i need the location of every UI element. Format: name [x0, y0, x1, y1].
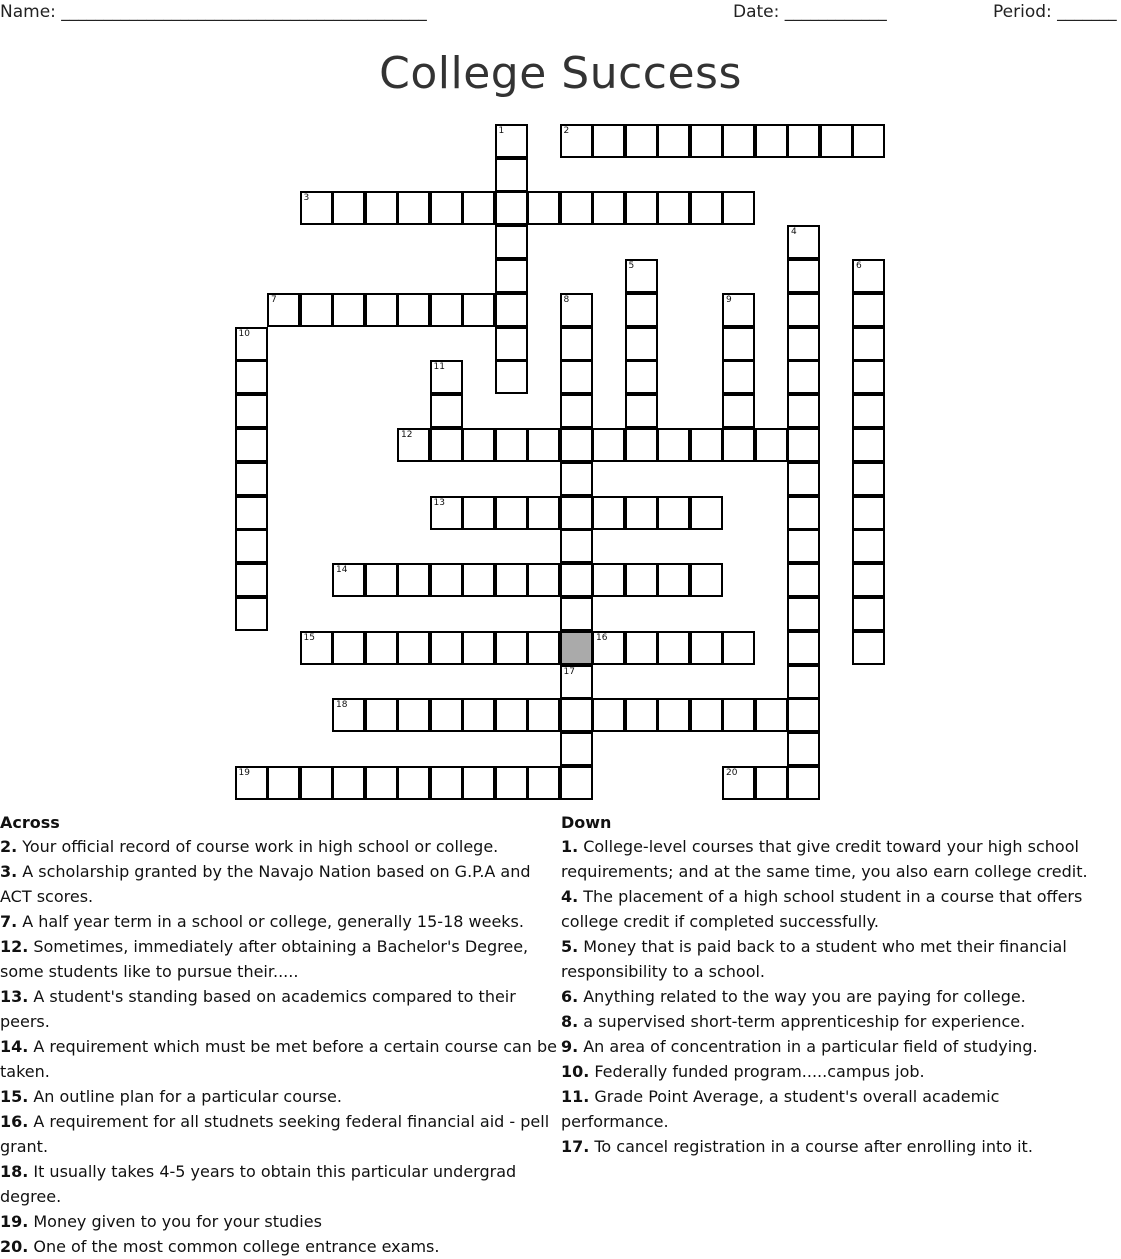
crossword-cell[interactable]	[592, 124, 625, 158]
crossword-cell[interactable]	[625, 259, 658, 293]
crossword-cell[interactable]	[430, 428, 463, 462]
crossword-cell[interactable]	[495, 496, 528, 530]
crossword-cell[interactable]	[625, 698, 658, 732]
crossword-cell[interactable]	[755, 428, 788, 462]
crossword-cell[interactable]	[430, 698, 463, 732]
crossword-cell[interactable]	[625, 428, 658, 462]
crossword-cell[interactable]	[560, 327, 593, 361]
crossword-cell[interactable]	[722, 327, 755, 361]
crossword-cell[interactable]	[852, 563, 885, 597]
crossword-cell[interactable]	[560, 191, 593, 225]
crossword-cell[interactable]	[690, 191, 723, 225]
clue-number: 7	[271, 294, 277, 305]
crossword-cell[interactable]	[560, 124, 593, 158]
crossword-cell[interactable]	[787, 496, 820, 530]
clue-number: 20	[726, 768, 738, 778]
crossword-cell[interactable]	[722, 191, 755, 225]
crossword-cell[interactable]	[235, 327, 268, 361]
crossword-cell[interactable]	[235, 563, 268, 597]
crossword-cell[interactable]	[527, 428, 560, 462]
crossword-cell[interactable]	[722, 360, 755, 394]
crossword-cell[interactable]	[235, 360, 268, 394]
crossword-cell[interactable]	[592, 631, 625, 665]
crossword-cell[interactable]	[560, 293, 593, 327]
clue-text: To cancel registration in a course after enrolling into it.	[594, 1137, 1033, 1156]
clue-number: 11	[433, 362, 445, 373]
crossword-cell[interactable]	[560, 665, 593, 699]
clue-number: 14.	[0, 1037, 29, 1056]
clue-number: 3	[303, 193, 310, 204]
crossword-cell[interactable]	[722, 124, 755, 158]
across-heading: Across	[0, 813, 60, 832]
crossword-cell[interactable]	[365, 631, 398, 665]
crossword-cell[interactable]	[787, 360, 820, 394]
crossword-cell[interactable]	[365, 293, 398, 327]
crossword-cell[interactable]	[527, 496, 560, 530]
clue-number: 3.	[0, 862, 18, 881]
crossword-cell[interactable]	[462, 631, 495, 665]
crossword-cell[interactable]	[300, 293, 333, 327]
crossword-cell[interactable]	[560, 563, 593, 597]
clue-number: 19.	[0, 1212, 29, 1231]
crossword-cell[interactable]	[462, 428, 495, 462]
clue-text: A requirement for all studnets seeking federal financial aid - pell grant.	[0, 1112, 550, 1156]
crossword-cell[interactable]	[332, 631, 365, 665]
crossword-cell[interactable]	[625, 394, 658, 428]
crossword-cell[interactable]	[690, 124, 723, 158]
crossword-cell[interactable]	[787, 665, 820, 699]
clue-number: 15.	[0, 1087, 29, 1106]
clue-number: 2	[563, 125, 570, 136]
clue-number: 8	[563, 294, 570, 305]
across-clue	[0, 1209, 560, 1234]
crossword-cell[interactable]	[300, 766, 333, 800]
clue-text: A half year term in a school or college, generally 15-18 weeks.	[22, 912, 524, 931]
clue-number: 9.	[561, 1037, 579, 1056]
clue-number: 15	[303, 632, 315, 643]
crossword-cell[interactable]	[690, 496, 723, 530]
crossword-cell[interactable]	[657, 191, 690, 225]
crossword-cell[interactable]	[787, 563, 820, 597]
down-clue	[561, 834, 1106, 884]
across-clue	[0, 934, 560, 984]
crossword-cell[interactable]	[495, 158, 528, 192]
clue-text: It usually takes 4-5 years to obtain this particular undergrad degree.	[0, 1162, 517, 1206]
crossword-cell[interactable]	[592, 191, 625, 225]
clue-text: Money given to you for your studies	[33, 1212, 322, 1231]
down-clue	[561, 1059, 1106, 1084]
crossword-cell[interactable]	[787, 293, 820, 327]
clue-number: 16.	[0, 1112, 29, 1131]
crossword-cell[interactable]	[430, 360, 463, 394]
crossword-cell[interactable]	[625, 563, 658, 597]
clue-number: 16	[596, 632, 608, 643]
clue-number: 4	[791, 227, 797, 238]
clue-text: An outline plan for a particular course.	[33, 1087, 342, 1106]
crossword-cell[interactable]	[527, 563, 560, 597]
crossword-cell[interactable]	[722, 428, 755, 462]
crossword-cell[interactable]	[300, 631, 333, 665]
down-clue-list	[561, 834, 1106, 1159]
crossword-cell[interactable]	[690, 698, 723, 732]
down-clue	[561, 1134, 1106, 1159]
crossword-cell[interactable]	[397, 428, 430, 462]
clue-number: 6.	[561, 987, 579, 1006]
across-clue	[0, 834, 560, 859]
down-heading: Down	[561, 813, 612, 832]
crossword-cell[interactable]	[332, 191, 365, 225]
crossword-cell[interactable]	[560, 360, 593, 394]
crossword-cell[interactable]	[852, 360, 885, 394]
crossword-cell[interactable]	[820, 124, 853, 158]
crossword-cell[interactable]	[852, 327, 885, 361]
clue-text: One of the most common college entrance exams.	[33, 1237, 440, 1256]
crossword-cell[interactable]	[690, 563, 723, 597]
across-clue	[0, 984, 560, 1034]
crossword-cell[interactable]	[852, 293, 885, 327]
crossword-cell[interactable]	[495, 360, 528, 394]
clue-text: Anything related to the way you are paying for college.	[583, 987, 1026, 1006]
crossword-cell[interactable]	[235, 496, 268, 530]
crossword-cell[interactable]	[787, 259, 820, 293]
crossword-cell[interactable]	[430, 766, 463, 800]
crossword-cell[interactable]	[787, 698, 820, 732]
crossword-cell[interactable]	[755, 698, 788, 732]
crossword-cell[interactable]	[560, 698, 593, 732]
clue-number: 6	[856, 261, 862, 271]
crossword-cell[interactable]	[560, 766, 593, 800]
clue-text: Grade Point Average, a student's overall academic performance.	[561, 1087, 1000, 1131]
clue-number: 7.	[0, 912, 18, 931]
crossword-cell[interactable]	[625, 293, 658, 327]
clue-number: 11.	[561, 1087, 590, 1106]
crossword-cell[interactable]	[430, 631, 463, 665]
crossword-cell[interactable]	[722, 766, 755, 800]
crossword-cell[interactable]	[657, 631, 690, 665]
crossword-cell[interactable]	[787, 631, 820, 665]
crossword-cell[interactable]	[625, 327, 658, 361]
crossword-cell[interactable]	[560, 529, 593, 563]
across-clue	[0, 909, 560, 934]
crossword-cell[interactable]	[657, 428, 690, 462]
across-clue	[0, 859, 560, 909]
clue-text: Money that is paid back to a student who met their financial responsibility to a school.	[561, 937, 1067, 981]
name-field[interactable]: Name: ___________________________________________	[0, 2, 427, 22]
clue-number: 8.	[561, 1012, 579, 1031]
crossword-cell[interactable]	[625, 360, 658, 394]
crossword-cell[interactable]	[787, 529, 820, 563]
clue-number: 1	[498, 125, 505, 136]
down-clue	[561, 1034, 1106, 1059]
clue-number: 5.	[561, 937, 579, 956]
clue-number: 12	[401, 430, 413, 440]
crossword-cell[interactable]	[657, 496, 690, 530]
across-clue	[0, 1084, 560, 1109]
crossword-cell[interactable]	[852, 631, 885, 665]
crossword-cell[interactable]	[430, 563, 463, 597]
crossword-cell[interactable]	[852, 428, 885, 462]
crossword-cell[interactable]	[755, 766, 788, 800]
clue-text: College-level courses that give credit toward your high school requirements; and at the same time, you also earn college credit.	[561, 837, 1088, 881]
crossword-cell[interactable]	[462, 698, 495, 732]
crossword-cell[interactable]	[462, 191, 495, 225]
crossword-cell[interactable]	[560, 428, 593, 462]
crossword-cell[interactable]	[462, 563, 495, 597]
clue-number: 2.	[0, 837, 18, 856]
crossword-cell[interactable]	[300, 191, 333, 225]
crossword-cell[interactable]	[657, 124, 690, 158]
crossword-cell[interactable]	[495, 124, 528, 158]
crossword-cell[interactable]	[462, 766, 495, 800]
clue-number: 13.	[0, 987, 29, 1006]
crossword-cell[interactable]	[787, 225, 820, 259]
crossword-cell[interactable]	[657, 563, 690, 597]
crossword-cell[interactable]	[332, 698, 365, 732]
across-clue	[0, 1234, 560, 1259]
across-clue	[0, 1034, 560, 1084]
crossword-cell[interactable]	[495, 563, 528, 597]
clue-number: 19	[238, 768, 250, 778]
clue-text: a supervised short-term apprenticeship for experience.	[583, 1012, 1026, 1031]
crossword-cell[interactable]	[787, 124, 820, 158]
crossword-cell[interactable]	[495, 259, 528, 293]
clue-number: 17.	[561, 1137, 590, 1156]
crossword-cell[interactable]	[852, 529, 885, 563]
crossword-cell[interactable]	[787, 732, 820, 766]
clue-number: 10.	[561, 1062, 590, 1081]
crossword-cell[interactable]	[495, 225, 528, 259]
crossword-cell[interactable]	[430, 394, 463, 428]
crossword-cell[interactable]	[852, 462, 885, 496]
crossword-cell[interactable]	[430, 496, 463, 530]
crossword-cell[interactable]	[332, 766, 365, 800]
crossword-cell[interactable]	[852, 597, 885, 631]
crossword-cell[interactable]	[560, 732, 593, 766]
crossword-cell[interactable]	[397, 293, 430, 327]
crossword-cell[interactable]	[852, 259, 885, 293]
clue-text: An area of concentration in a particular field of studying.	[583, 1037, 1038, 1056]
crossword-cell[interactable]	[397, 631, 430, 665]
clue-number: 1.	[561, 837, 579, 856]
crossword-cell[interactable]	[235, 766, 268, 800]
down-clue	[561, 1084, 1106, 1134]
down-clue	[561, 884, 1106, 934]
crossword-cell[interactable]	[560, 394, 593, 428]
crossword-cell[interactable]	[787, 597, 820, 631]
clue-number: 18.	[0, 1162, 29, 1181]
crossword-cell[interactable]	[495, 191, 528, 225]
crossword-cell[interactable]	[462, 496, 495, 530]
crossword-cell[interactable]	[722, 293, 755, 327]
crossword-cell[interactable]	[690, 631, 723, 665]
crossword-cell[interactable]	[365, 766, 398, 800]
clue-number: 18	[336, 700, 348, 711]
crossword-cell[interactable]	[495, 428, 528, 462]
crossword-cell[interactable]	[332, 293, 365, 327]
crossword-cell[interactable]	[560, 496, 593, 530]
clue-number: 17	[563, 666, 575, 677]
crossword-cell[interactable]	[592, 496, 625, 530]
crossword-cell[interactable]	[495, 293, 528, 327]
clue-text: Your official record of course work in high school or college.	[22, 837, 499, 856]
clue-number: 5	[628, 261, 635, 271]
clue-text: A student's standing based on academics compared to their peers.	[0, 987, 516, 1031]
crossword-cell[interactable]	[527, 766, 560, 800]
clue-number: 10	[238, 328, 250, 339]
clue-number: 13	[433, 497, 445, 508]
crossword-cell[interactable]	[787, 428, 820, 462]
crossword-cell[interactable]	[397, 563, 430, 597]
page-title: College Success	[379, 48, 742, 99]
crossword-cell[interactable]	[722, 394, 755, 428]
crossword-cell[interactable]	[235, 428, 268, 462]
crossword-cell[interactable]	[625, 191, 658, 225]
clue-number: 14	[336, 565, 348, 576]
crossword-cell[interactable]	[592, 563, 625, 597]
crossword-cell[interactable]	[267, 766, 300, 800]
crossword-cell[interactable]	[625, 124, 658, 158]
crossword-cell[interactable]	[235, 597, 268, 631]
crossword-cell[interactable]	[235, 529, 268, 563]
across-clue	[0, 1159, 560, 1209]
crossword-cell[interactable]	[430, 191, 463, 225]
clue-number: 9	[726, 294, 732, 305]
crossword-cell[interactable]	[430, 293, 463, 327]
crossword-cell[interactable]	[527, 698, 560, 732]
crossword-cell[interactable]	[852, 496, 885, 530]
crossword-cell[interactable]	[592, 698, 625, 732]
crossword-cell[interactable]	[235, 462, 268, 496]
crossword-cell[interactable]	[495, 698, 528, 732]
crossword-cell[interactable]	[722, 631, 755, 665]
crossword-cell[interactable]	[787, 462, 820, 496]
crossword-cell[interactable]	[332, 563, 365, 597]
crossword-cell[interactable]	[267, 293, 300, 327]
crossword-cell[interactable]	[397, 191, 430, 225]
clue-number: 4.	[561, 887, 579, 906]
across-clues	[0, 812, 560, 1259]
crossword-cell[interactable]	[852, 394, 885, 428]
crossword-cell[interactable]	[495, 631, 528, 665]
clue-number: 20.	[0, 1237, 29, 1256]
clue-text: A scholarship granted by the Navajo Nation based on G.P.A and ACT scores.	[0, 862, 531, 906]
crossword-cell[interactable]	[397, 766, 430, 800]
crossword-cell[interactable]	[365, 563, 398, 597]
crossword-cell[interactable]	[592, 428, 625, 462]
crossword-cell[interactable]	[235, 394, 268, 428]
down-clue	[561, 1009, 1106, 1034]
clue-number: 12.	[0, 937, 29, 956]
clue-text: Federally funded program.....campus job.	[594, 1062, 925, 1081]
crossword-cell[interactable]	[625, 496, 658, 530]
crossword-cell[interactable]	[690, 428, 723, 462]
crossword-cell[interactable]	[657, 698, 690, 732]
crossword-cell[interactable]	[462, 293, 495, 327]
shaded-cell	[560, 631, 593, 665]
crossword-cell[interactable]	[365, 698, 398, 732]
down-clue	[561, 984, 1106, 1009]
crossword-cell[interactable]	[495, 327, 528, 361]
crossword-cell[interactable]	[787, 394, 820, 428]
across-clue-list	[0, 834, 560, 1259]
crossword-cell[interactable]	[560, 597, 593, 631]
crossword-cell[interactable]	[527, 631, 560, 665]
crossword-cell[interactable]	[722, 698, 755, 732]
crossword-cell[interactable]	[787, 766, 820, 800]
crossword-cell[interactable]	[397, 698, 430, 732]
crossword-cell[interactable]	[625, 631, 658, 665]
period-field[interactable]: Period: _______	[993, 2, 1117, 22]
crossword-cell[interactable]	[852, 124, 885, 158]
crossword-cell[interactable]	[755, 124, 788, 158]
crossword-cell[interactable]	[560, 462, 593, 496]
date-field[interactable]: Date: ____________	[733, 2, 887, 22]
clue-text: Sometimes, immediately after obtaining a Bachelor's Degree, some students like to pursue their.....	[0, 937, 529, 981]
crossword-cell[interactable]	[365, 191, 398, 225]
crossword-cell[interactable]	[527, 191, 560, 225]
crossword-cell[interactable]	[787, 327, 820, 361]
clue-text: The placement of a high school student in a course that offers college credit if completed successfully.	[561, 887, 1083, 931]
crossword-cell[interactable]	[495, 766, 528, 800]
clue-text: A requirement which must be met before a certain course can be taken.	[0, 1037, 558, 1081]
down-clues	[561, 812, 1106, 1159]
down-clue	[561, 934, 1106, 984]
across-clue	[0, 1109, 560, 1159]
